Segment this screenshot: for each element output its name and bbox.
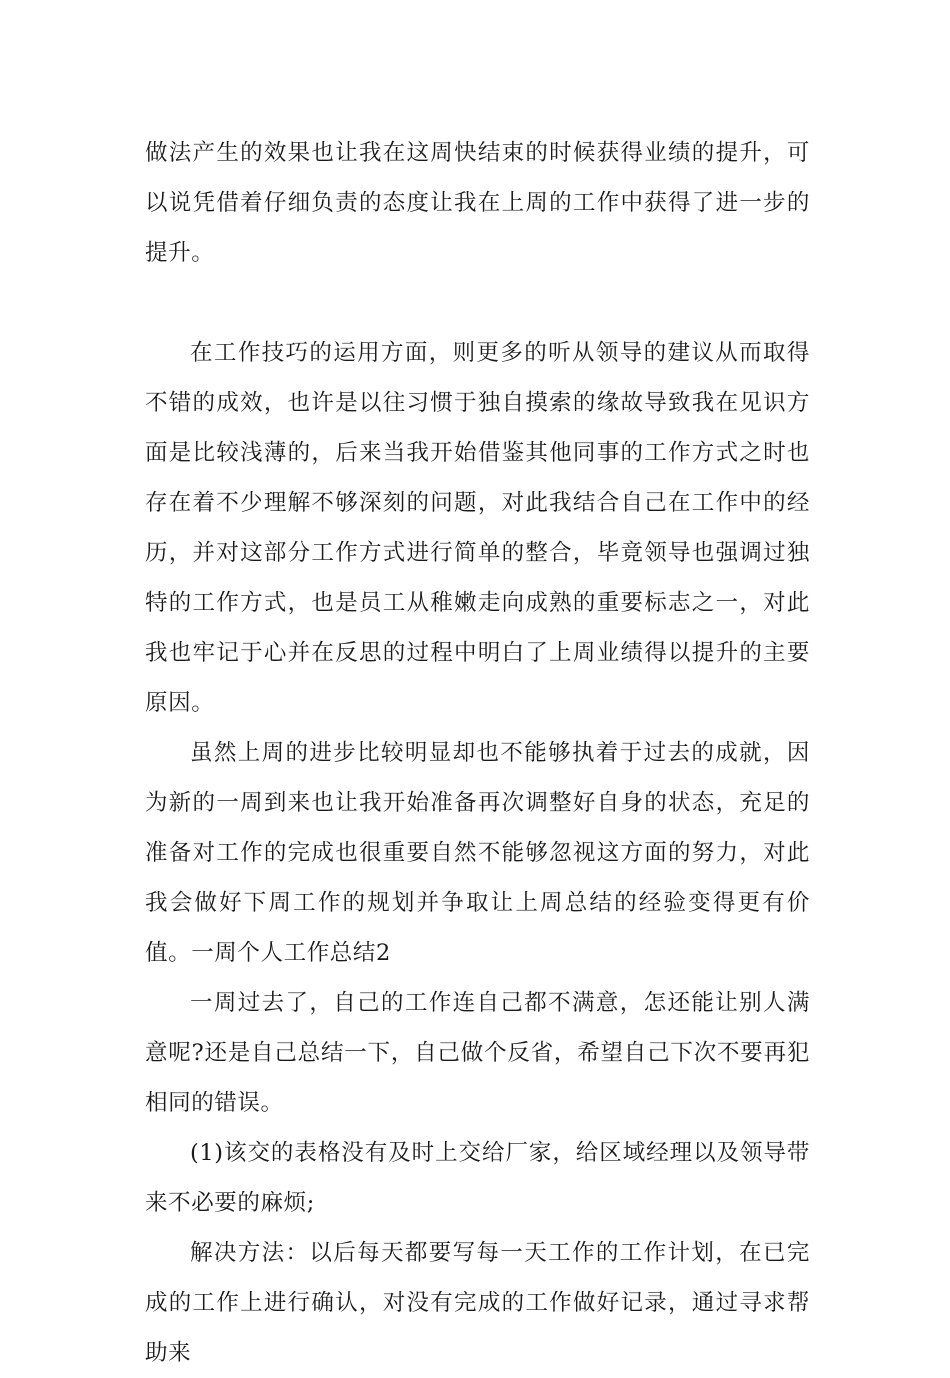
paragraph-issue-1: (1)该交的表格没有及时上交给厂家，给区域经理以及领导带来不必要的麻烦; <box>145 1140 810 1216</box>
paragraph-reflection: 一周过去了，自己的工作连自己都不满意，怎还能让别人满意呢?还是自己总结一下，自己做个反省，希望自己下次不要再犯相同的错误。 <box>145 990 810 1116</box>
paragraph-next-week: 虽然上周的进步比较明显却也不能够执着于过去的成就，因为新的一周到来也让我开始准备再次调整好自身的状态，充足的准备对工作的完成也很重要自然不能够忽视这方面的努力，对此我会做好下周工作的规划并争取让上周总结的经验变得更有价值。一周个人工作总结2 <box>145 740 810 966</box>
paragraph-continuation: 做法产生的效果也让我在这周快结束的时候获得业绩的提升，可以说凭借着仔细负责的态度让我在上周的工作中获得了进一步的提升。 <box>145 140 810 266</box>
paragraph-work-skills: 在工作技巧的运用方面，则更多的听从领导的建议从而取得不错的成效，也许是以往习惯于独自摸索的缘故导致我在见识方面是比较浅薄的，后来当我开始借鉴其他同事的工作方式之时也存在着不少理解不够深刻的问题，对此我结合自己在工作中的经历，并对这部分工作方式进行简单的整合，毕竟领导也强调过独特的工作方式，也是员工从稚嫩走向成熟的重要标志之一，对此我也牢记于心并在反思的过程中明白了上周业绩得以提升的主要原因。 <box>145 340 810 716</box>
paragraph-solution: 解决方法：以后每天都要写每一天工作的工作计划，在已完成的工作上进行确认，对没有完成的工作做好记录，通过寻求帮助来 <box>145 1240 810 1366</box>
document-body <box>145 128 810 1378</box>
